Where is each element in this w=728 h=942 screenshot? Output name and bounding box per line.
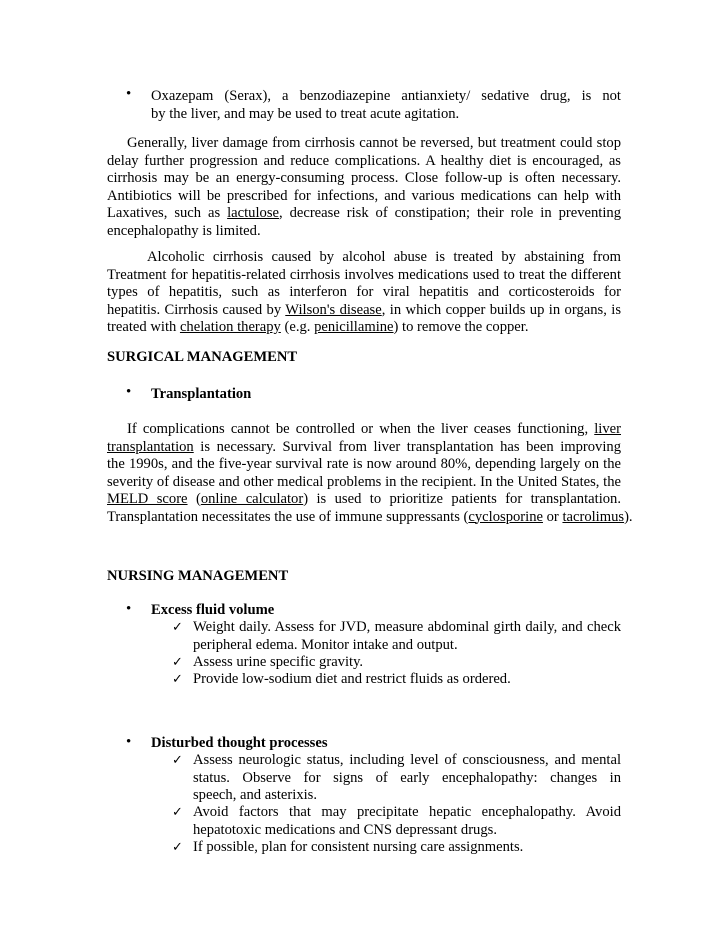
bullet-dot: • [126,601,132,617]
bullet-dot: • [126,384,132,400]
text-run: ). [624,508,633,525]
link-wilsons-disease[interactable]: Wilson's disease [285,301,382,318]
text-line [107,439,621,457]
checkmark-icon: ✓ [172,672,183,687]
text-line: encephalopathy is limited. [107,222,261,239]
text-line [107,421,621,439]
link-chelation-therapy[interactable]: chelation therapy [179,319,281,335]
checkmark-icon: ✓ [172,805,183,820]
bullet-title-excess-fluid: Excess fluid volume [151,602,275,618]
text-line: Avoid factors that may precipitate hepatic encephalopathy. Avoid [193,804,621,820]
text-line: the 1990s, and the five-year survival rate is now around 80%, depending largely on the [107,456,621,472]
text-run: Laxatives, such as [107,205,228,221]
link-cyclosporine[interactable]: cyclosporine [468,508,543,525]
section-heading-surgical: SURGICAL MANAGEMENT [107,349,298,365]
checkmark-icon: ✓ [172,840,183,855]
text-line [107,491,621,509]
text-line: If possible, plan for consistent nursing care assignments. [193,839,524,855]
bullet-title-transplantation: Transplantation [151,386,252,402]
text-line: Assess urine specific gravity. [193,654,364,670]
text-line: hepatotoxic medications and CNS depressant drugs. [193,821,497,838]
checkmark-icon: ✓ [172,655,183,670]
bullet-dot: • [126,734,132,750]
text-run: or [542,508,563,525]
text-line [107,319,621,337]
link-liver-transplantation[interactable]: transplantation [107,438,194,455]
text-run: ) is used to prioritize patients for transplantation. [303,491,621,507]
bullet-title-disturbed-thought: Disturbed thought processes [151,735,328,751]
text-line: by the liver, and may be used to treat acute agitation. [151,105,460,122]
text-line: types of hepatitis, such as interferon for viral hepatitis and corticosteroids for [107,284,621,300]
text-line [107,205,621,223]
link-liver-transplantation[interactable]: liver [594,421,621,437]
text-run: If complications cannot be controlled or when the liver ceases functioning, [127,421,595,437]
bullet-dot: • [126,86,132,102]
link-lactulose[interactable]: lactulose [227,205,279,221]
fluid-item-1 [193,619,621,654]
thought-item-3 [193,839,621,857]
text-line: Assess neurologic status, including level of consciousness, and mental [193,752,621,768]
text-run: hepatitis. Cirrhosis caused by [107,301,286,318]
paragraph-alcoholic [107,249,621,337]
text-run: , decrease risk of constipation; their role in preventing [278,205,621,221]
text-run: ) to remove the copper. [393,319,529,335]
text-line [107,302,621,320]
intro-bullet-text [151,88,621,123]
fluid-item-2 [193,654,621,672]
fluid-item-3 [193,671,621,689]
text-line: severity of disease and other medical problems in the recipient. In the United States, the [107,473,621,490]
thought-item-2 [193,804,621,839]
text-line: cirrhosis may be an energy-consuming process. Close follow-up is often necessary. [107,170,621,186]
section-heading-nursing: NURSING MANAGEMENT [107,568,289,584]
text-line: Antibiotics will be prescribed for infections, and various medications can help with [107,187,621,204]
text-line: peripheral edema. Monitor intake and output. [193,636,458,653]
text-run: ( [187,491,201,507]
text-line: Generally, liver damage from cirrhosis cannot be reversed, but treatment could stop [127,135,621,151]
text-line: status. Observe for signs of early encephalopathy: changes in [193,769,621,786]
text-run: Transplantation necessitates the use of immune suppressants ( [107,508,469,525]
link-tacrolimus[interactable]: tacrolimus [562,508,625,525]
text-run: , in which copper builds up in organs, is [381,301,621,318]
link-meld-score[interactable]: MELD score [107,491,188,507]
text-line: delay further progression and reduce complications. A healthy diet is encouraged, as [107,152,621,169]
text-line: Provide low-sodium diet and restrict fluids as ordered. [193,671,511,687]
text-line [107,508,633,527]
text-line: Oxazepam (Serax), a benzodiazepine antianxiety/ sedative drug, is not [151,88,621,104]
text-run: is necessary. Survival from liver transplantation has been improving [200,438,621,455]
text-run: (e.g. [280,319,315,335]
link-online-calculator[interactable]: online calculator [200,491,304,507]
text-line: Weight daily. Assess for JVD, measure abdominal girth daily, and check [193,619,621,635]
text-line: speech, and asterixis. [193,787,318,803]
thought-item-1 [193,752,621,805]
text-line: Alcoholic cirrhosis caused by alcohol abuse is treated by abstaining from [147,249,621,265]
text-run: treated with [107,319,180,335]
paragraph-transplantation [107,421,633,526]
checkmark-icon: ✓ [172,753,183,768]
checkmark-icon: ✓ [172,620,183,635]
text-line: Treatment for hepatitis-related cirrhosis involves medications used to treat the different [107,266,621,283]
link-penicillamine[interactable]: penicillamine [314,319,394,335]
paragraph-treatment [107,135,621,240]
